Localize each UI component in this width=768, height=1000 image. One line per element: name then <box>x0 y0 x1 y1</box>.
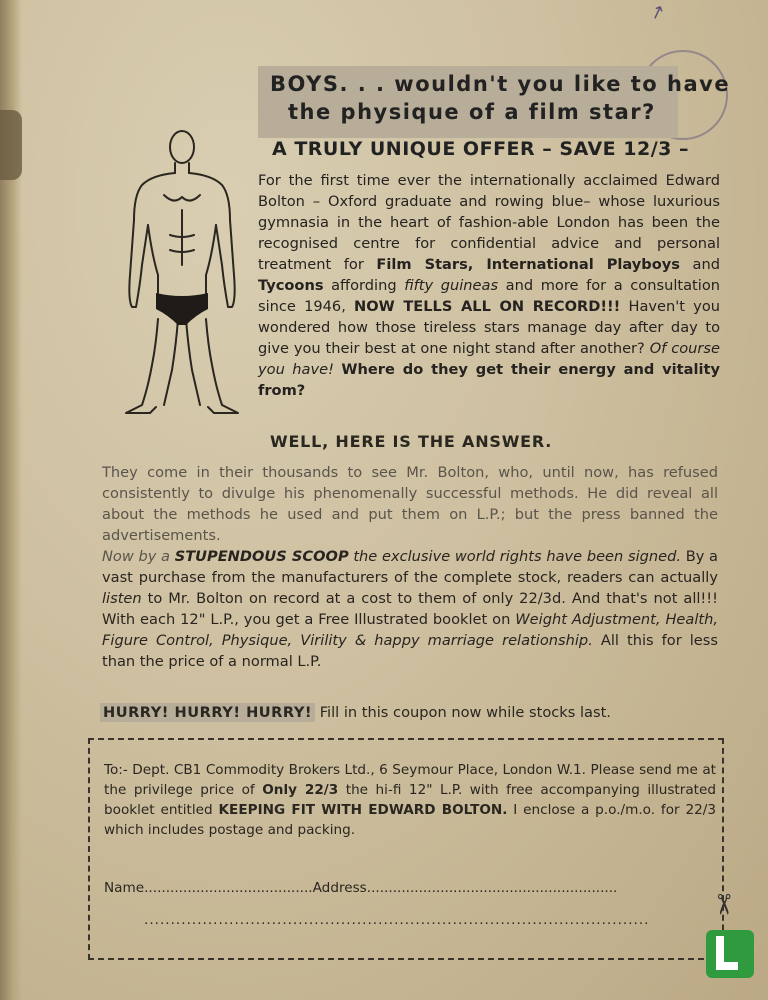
torn-edge <box>0 110 22 180</box>
hurry-highlight: HURRY! HURRY! HURRY! <box>100 703 315 722</box>
hurry-line: HURRY! HURRY! HURRY! Fill in this coupon now while stocks last. <box>100 704 720 721</box>
coupon-text: To:- Dept. CB1 Commodity Brokers Ltd., 6 Seymour Place, London W.1. Please send me at the privilege price of Only 22/3 the hi-fi 12" L.P. with free accompanying illustrated booklet entitled KEEPING FIT WITH EDWARD BOLTON. I enclose a p.o./m.o. for 22/3 which includes postage and packing. <box>104 762 716 838</box>
ink-mark-icon: ↗ <box>646 0 669 25</box>
logo-letter-l-icon <box>716 936 738 970</box>
muscleman-illustration <box>112 125 252 420</box>
offer-subheading: A TRULY UNIQUE OFFER – SAVE 12/3 – <box>272 138 689 160</box>
headline-line-1: BOYS. . . wouldn't you like to have <box>270 72 731 96</box>
answer-heading: WELL, HERE IS THE ANSWER. <box>270 432 553 451</box>
green-l-logo <box>706 930 754 978</box>
address-continuation-field[interactable]: ............................................................................................... <box>144 912 650 928</box>
body-paragraph: They come in their thousands to see Mr. Bolton, who, until now, has refused consistently to divulge his phenomenally successful methods. He did reveal all about the methods he used and put them on L.P.; but the press banned the advertisements. Now by a STUPENDOUS SCOOP the exclusive world rights have been signed. By a vast purchase from the manufacturers of the complete stock, readers can actually listen to Mr. Bolton on record at a cost to them of only 22/3d. And that's not all!!! With each 12" L.P., you get a Free Illustrated booklet on Weight Adjustment, Health, Figure Control, Physique, Virility & happy marriage relationship. All this for less than the price of a normal L.P. <box>102 464 719 670</box>
name-address-field[interactable]: Name.......................................Address.......................................................... <box>104 880 618 896</box>
intro-paragraph: For the first time ever the internationally acclaimed Edward Bolton – Oxford graduate and rowing blue– whose luxurious gymnasia in the heart of fashion-able London has been the recognised centre for confidential advice and personal treatment for Film Stars, International Playboys and Tycoons affording fifty guineas and more for a consultation since 1946, NOW TELLS ALL ON RECORD!!! Haven't you wondered how those tireless stars manage day after day to give you their best at one night stand after another? Of course you have! Where do they get their energy and vitality from? <box>258 172 721 399</box>
scissors-icon: ✂ <box>707 892 741 917</box>
headline-line-2: the physique of a film star? <box>288 100 656 124</box>
